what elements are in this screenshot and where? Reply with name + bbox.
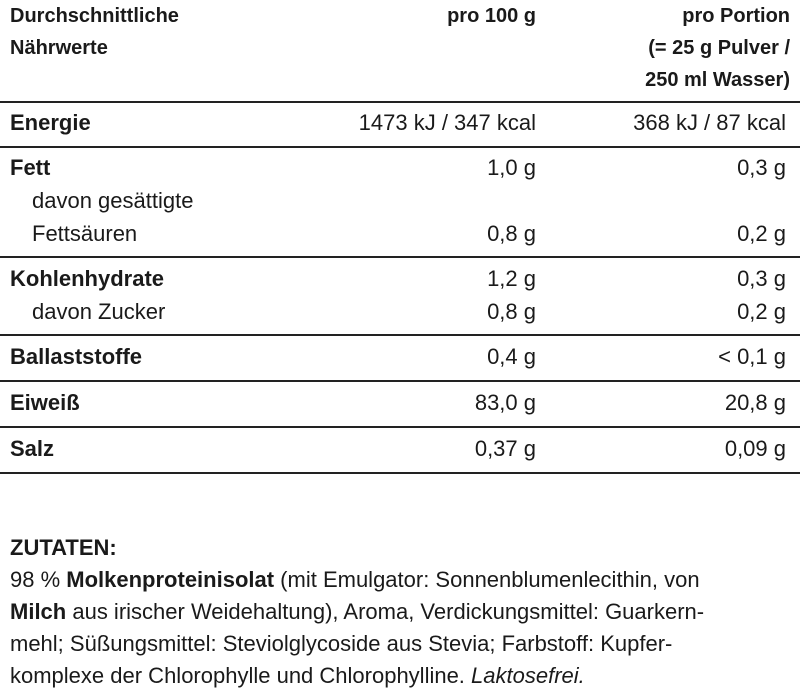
header-per-portion: [560, 0, 790, 96]
ingredients-note: Laktosefrei.: [471, 663, 585, 688]
row-value-per-100g: 83,0 g: [474, 390, 536, 415]
row-value-per-100g: 0,4 g: [487, 344, 536, 369]
ingredients-text: (mit Emulgator: Sonnenblumenlecithin, von: [274, 567, 700, 592]
divider: [0, 472, 800, 474]
row-value-per-portion: 0,2 g: [737, 221, 786, 246]
row-label: Energie: [10, 110, 91, 135]
row-value-per-portion: 0,2 g: [737, 299, 786, 324]
ingredients-heading: ZUTATEN:: [10, 535, 117, 560]
row-value-per-100g: 0,37 g: [474, 436, 536, 461]
header-nutrients: [10, 0, 310, 64]
row-label: Ballaststoffe: [10, 344, 143, 369]
ingredients-section: [10, 532, 795, 692]
row-value-per-100g: 0,8 g: [487, 221, 536, 246]
header-per-portion-line2: (= 25 g Pulver /: [648, 37, 790, 59]
ingredients-line: mehl; Süßungsmittel: Steviolglycoside aus Stevia; Farbstoff: Kupfer-: [10, 631, 673, 656]
row-value-per-portion: 0,3 g: [737, 155, 786, 180]
ingredients-highlight: Molkenproteinisolat: [66, 567, 275, 592]
row-value-per-100g: 1473 kJ / 347 kcal: [358, 110, 536, 135]
ingredients-line: [10, 596, 795, 628]
row-value-per-100g: 1,2 g: [487, 266, 536, 291]
row-label: davon gesättigte: [32, 188, 194, 213]
row-value-per-100g: 1,0 g: [487, 155, 536, 180]
row-label: Salz: [10, 436, 55, 461]
row-value-per-portion: 0,3 g: [737, 266, 786, 291]
divider: [0, 256, 800, 258]
ingredients-text: komplexe der Chlorophylle und Chlorophylline.: [10, 663, 472, 688]
row-value-per-portion: 20,8 g: [724, 390, 786, 415]
header-nutrients-line2: Nährwerte: [10, 37, 108, 59]
row-value-per-portion: 0,09 g: [724, 436, 786, 461]
ingredients-line: [10, 564, 795, 596]
ingredients-allergen: Milch: [10, 599, 67, 624]
divider: [0, 426, 800, 428]
row-label: Kohlenhydrate: [10, 266, 165, 291]
row-label: Fettsäuren: [32, 221, 138, 246]
ingredients-text: 98 %: [10, 567, 67, 592]
ingredients-line: [10, 660, 795, 692]
row-label: Fett: [10, 155, 51, 180]
divider: [0, 146, 800, 148]
divider: [0, 380, 800, 382]
ingredients-text: aus irischer Weidehaltung), Aroma, Verdickungsmittel: Guarkern-: [66, 599, 705, 624]
header-per-portion-line1: pro Portion: [682, 5, 790, 27]
header-per-100g: pro 100 g: [447, 5, 536, 27]
row-value-per-portion: < 0,1 g: [718, 344, 786, 369]
header-nutrients-line1: Durchschnittliche: [10, 5, 179, 27]
row-value-per-100g: 0,8 g: [487, 299, 536, 324]
row-label: Eiweiß: [10, 390, 80, 415]
row-label: davon Zucker: [32, 299, 166, 324]
divider: [0, 334, 800, 336]
header-per-portion-line3: 250 ml Wasser): [645, 69, 790, 91]
row-value-per-portion: 368 kJ / 87 kcal: [633, 110, 786, 135]
divider: [0, 101, 800, 103]
